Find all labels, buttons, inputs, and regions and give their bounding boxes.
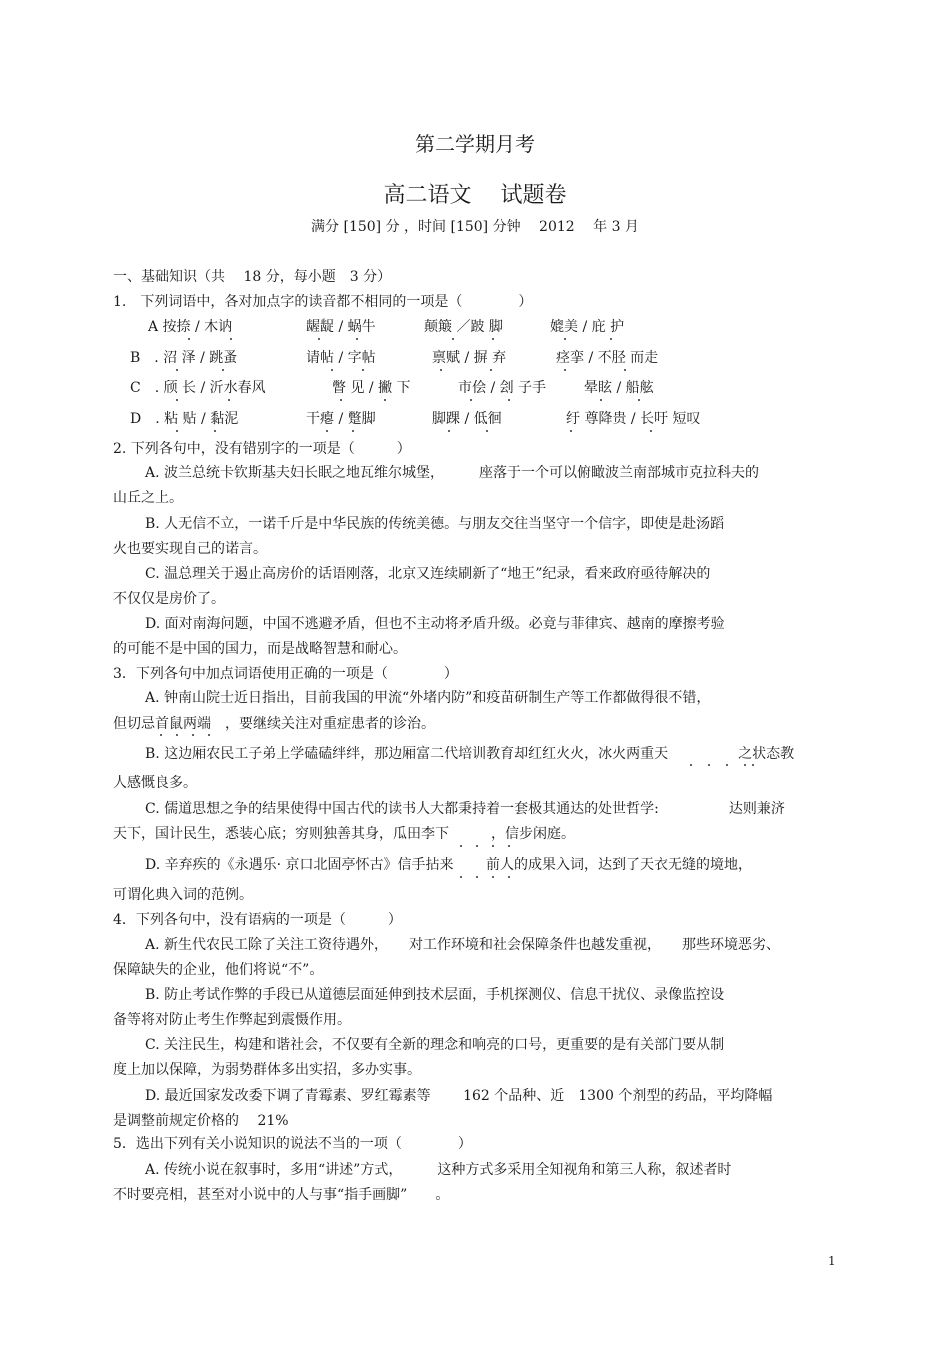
q2-option-c-line-1: C. 温总理关于遏止高房价的话语刚落，北京又连续刷新了“地王”纪录，看来政府亟待解决的 xyxy=(145,566,711,582)
exam-subtitle: 高二语文 试题卷 xyxy=(383,183,567,208)
q1-option-c-item-4: 晕眩 / 船舷 xyxy=(584,380,654,396)
q3-option-a-line-1: A. 钟南山院士近日指出，目前我国的甲流“外堵内防”和疫苗研制生产等工作都做得很不错， xyxy=(145,690,711,706)
q1-option-d-item-2: 干瘪 / 蹩脚 xyxy=(306,411,376,427)
question-5-stem: 5．选出下列有关小说知识的说法不当的一项（ ） xyxy=(113,1136,472,1152)
q1-option-c-item-3: 市侩 / 刽 子手 xyxy=(458,380,547,396)
q3-option-b-line-1: B. 这边厢农民工子弟上学磕磕绊绊，那边厢富二代培训教育却红红火火，冰火两重天 之状态教 xyxy=(145,746,795,762)
q3-option-d-line-1: D. 辛弃疾的《永遇乐· 京口北固亭怀古》信手拈来 前人的成果入词，达到了天衣无缝的境地， xyxy=(145,857,752,873)
exam-title: 第二学期月考 xyxy=(415,132,535,156)
question-3-stem: 3．下列各句中加点词语使用正确的一项是（ ） xyxy=(113,666,458,682)
q4-option-c-line-1: C. 关注民生，构建和谐社会，不仅要有全新的理念和响亮的口号，更重要的是有关部门要从制 xyxy=(145,1037,725,1053)
q3-option-a-line-2: 但切忌首鼠两端 ，要继续关注对重症患者的诊治。 xyxy=(113,716,435,732)
q2-option-d-line-2: 的可能不是中国的国力，而是战略智慧和耐心。 xyxy=(113,641,407,657)
q1-option-b-item-3: 禀赋 / 摒 弃 xyxy=(432,350,507,366)
exam-info: 满分 [150] 分 ，时间 [150] 分钟 2012 年 3 月 xyxy=(311,219,639,235)
q3-option-c-line-2: 天下，国计民生，悉装心底；穷则独善其身，瓜田李下 ，信步闲庭。 xyxy=(113,826,575,842)
q4-option-c-line-2: 度上加以保障，为弱势群体多出实招，多办实事。 xyxy=(113,1062,421,1078)
q2-option-c-line-2: 不仅仅是房价了。 xyxy=(113,591,225,607)
q1-option-d-item-1: D . 粘 贴 / 黏泥 xyxy=(130,411,239,427)
q3-option-c-line-1: C. 儒道思想之争的结果使得中国古代的读书人大都秉持着一套极其通达的处世哲学: 达则兼济 xyxy=(145,801,785,817)
q4-option-b-line-1: B. 防止考试作弊的手段已从道德层面延伸到技术层面，手机探测仪、信息干扰仪、录像监控设 xyxy=(145,987,725,1003)
question-1-stem: 1. 下列词语中，各对加点字的读音都不相同的一项是（ ） xyxy=(113,294,533,310)
q4-option-d-line-1: D. 最近国家发改委下调了青霉素、罗红霉素等 162 个品种、近 1300 个剂型的药品，平均降幅 xyxy=(145,1088,773,1104)
section-heading: 一、基础知识（共 18 分，每小题 3 分） xyxy=(113,269,392,285)
q4-option-d-line-2: 是调整前规定价格的 21% xyxy=(113,1113,289,1129)
q2-option-a-line-1: A. 波兰总统卡钦斯基夫妇长眠之地瓦维尔城堡， 座落于一个可以俯瞰波兰南部城市克拉科夫的 xyxy=(145,465,760,481)
q1-option-d-item-3: 脚踝 / 低徊 xyxy=(432,411,502,427)
q4-option-a-line-1: A. 新生代农民工除了关注工资待遇外， 对工作环境和社会保障条件也越发重视， 那些环境恶劣、 xyxy=(145,937,781,953)
question-2-stem: 2. 下列各句中，没有错别字的一项是（ ） xyxy=(113,441,411,457)
q1-option-b-item-2: 请帖 / 字帖 xyxy=(306,350,376,366)
q1-option-a-item-3: 颠簸 ／跛 脚 xyxy=(424,319,503,335)
q1-option-b-item-1: B . 沼 泽 / 跳蚤 xyxy=(130,350,238,366)
q2-option-b-line-2: 火也要实现自己的诺言。 xyxy=(113,541,267,557)
q3-option-d-line-2: 可谓化典入词的范例。 xyxy=(113,887,253,903)
q1-option-c-item-2: 瞥 见 / 撇 下 xyxy=(332,380,411,396)
q5-option-a-line-1: A. 传统小说在叙事时，多用“讲述”方式， 这种方式多采用全知视角和第三人称，叙述者时 xyxy=(145,1162,732,1178)
q1-option-a-item-2: 龌龊 / 蜗牛 xyxy=(306,319,376,335)
q3-option-b-line-2: 人感慨良多。 xyxy=(113,775,197,791)
q2-option-d-line-1: D. 面对南海问题，中国不逃避矛盾，但也不主动将矛盾升级。必竟与菲律宾、越南的摩擦考验 xyxy=(145,616,725,632)
q1-option-c-item-1: C . 颀 长 / 沂水春风 xyxy=(130,380,266,396)
q1-option-a-item-1: A 按捺 / 木讷 xyxy=(148,319,233,335)
q1-option-a-item-4: 媲美 / 庇 护 xyxy=(550,319,625,335)
q1-option-b-item-4: 痉挛 / 不胫 而走 xyxy=(556,350,659,366)
q5-option-a-line-2: 不时要亮相，甚至对小说中的人与事“指手画脚” 。 xyxy=(113,1187,450,1203)
q2-option-b-line-1: B. 人无信不立，一诺千斤是中华民族的传统美德。与朋友交往当坚守一个信字，即使是赴汤蹈 xyxy=(145,516,725,532)
q4-option-b-line-2: 备等将对防止考生作弊起到震慑作用。 xyxy=(113,1012,351,1028)
question-4-stem: 4．下列各句中，没有语病的一项是（ ） xyxy=(113,912,402,928)
q2-option-a-line-2: 山丘之上。 xyxy=(113,490,183,506)
q1-option-d-item-4: 纡 尊降贵 / 长吁 短叹 xyxy=(566,411,701,427)
q4-option-a-line-2: 保障缺失的企业，他们将说“不”。 xyxy=(113,962,324,978)
page-number: 1 xyxy=(828,1254,836,1268)
